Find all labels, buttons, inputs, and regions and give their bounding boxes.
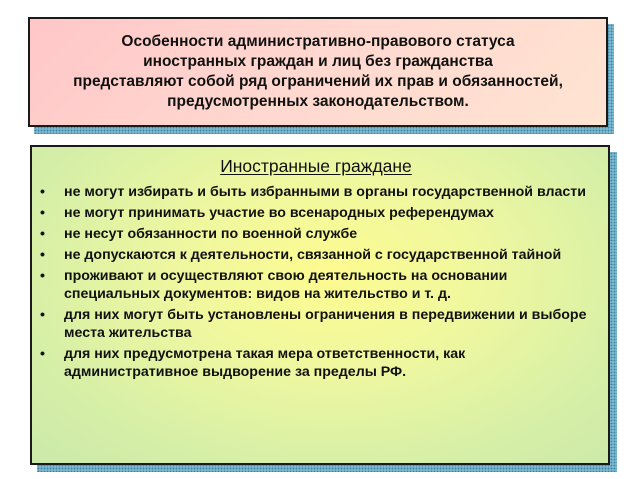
list-item-text: не могут избирать и быть избранными в органы государственной власти — [64, 184, 586, 200]
list-item — [38, 306, 594, 342]
list-item — [38, 204, 594, 222]
header-line-4: предусмотренных законодательством. — [167, 93, 469, 110]
header-line-3: представляют собой ряд ограничений их прав и обязанностей, — [73, 73, 563, 90]
list-item-text: не допускаются к деятельности, связанной с государственной тайной — [64, 247, 562, 263]
list-item — [38, 345, 594, 381]
header-text — [61, 32, 575, 112]
bullet-icon: • — [40, 184, 45, 200]
list-item-text: не несут обязанности по военной службе — [64, 226, 358, 242]
bullet-icon: • — [40, 307, 45, 323]
list-item — [38, 267, 594, 303]
list-item-text: проживают и осуществляют свою деятельность на основании специальных документов: видов на жительство и т. д. — [64, 268, 508, 302]
bullet-icon: • — [40, 247, 45, 263]
main-title: Иностранные граждане — [220, 156, 412, 176]
list-item — [38, 225, 594, 243]
header-box — [28, 17, 608, 127]
main-box — [30, 145, 610, 465]
bullet-icon: • — [40, 205, 45, 221]
header-line-2: иностранных граждан и лиц без гражданства — [143, 53, 493, 70]
bullet-icon: • — [40, 346, 45, 362]
list-item — [38, 246, 594, 264]
list-item-text: для них могут быть установлены ограничения в передвижении и выборе места жительства — [64, 307, 587, 341]
list-item-text: для них предусмотрена такая мера ответственности, как административное выдворение за пределы РФ. — [64, 346, 466, 380]
bullet-list — [38, 183, 594, 381]
list-item-text: не могут принимать участие во всенародных референдумах — [64, 205, 494, 221]
list-item — [38, 183, 594, 201]
bullet-icon: • — [40, 226, 45, 242]
bullet-icon: • — [40, 268, 45, 284]
header-line-1: Особенности административно-правового статуса — [121, 33, 515, 50]
